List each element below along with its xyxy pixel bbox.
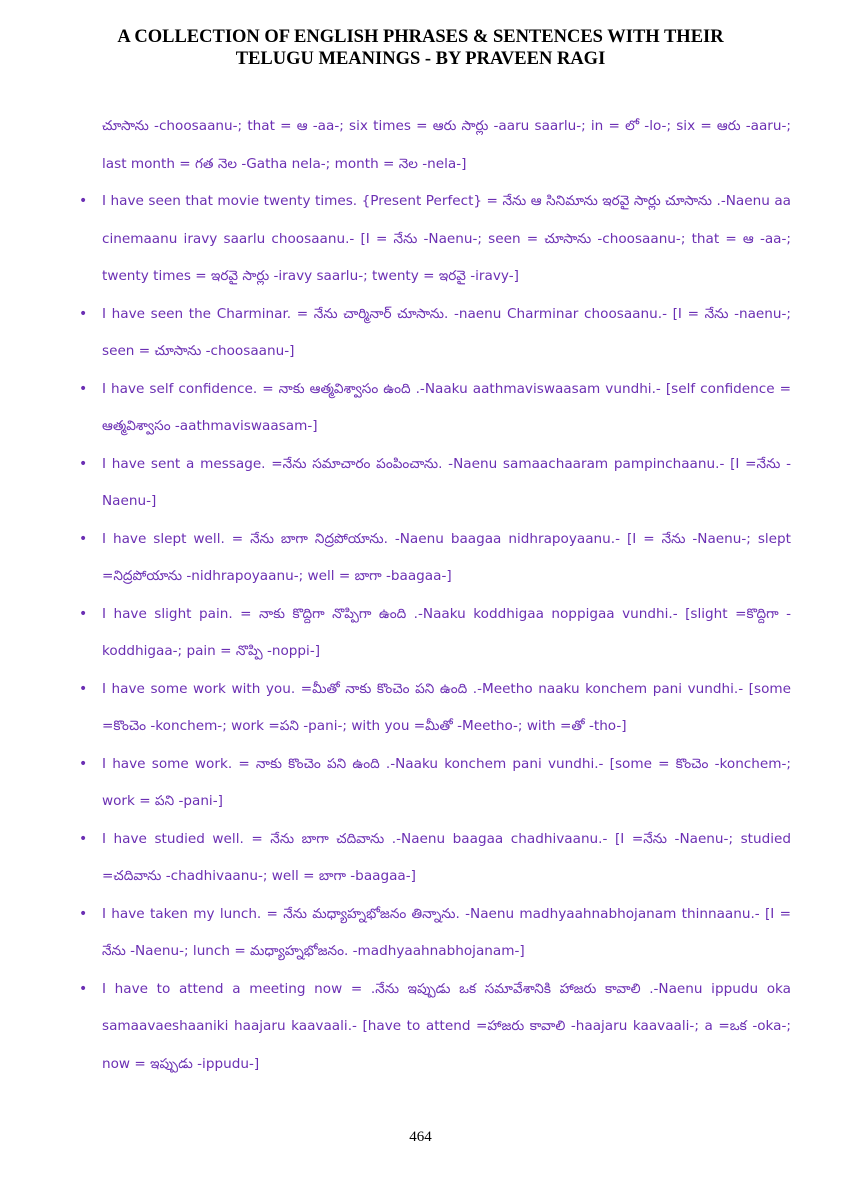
bullet-icon: •: [79, 455, 88, 472]
list-item: [76, 521, 791, 596]
bullet-icon: •: [79, 830, 88, 847]
list-item-text: I have to attend a meeting now = .నేను ఇప్పుడు ఒక సమావేశానికి హాజరు కావాలి .-Naenu ippudu oka samaavaeshaaniki haajaru kaavaali.- [have to attend =హాజరు కావాలి -haajaru kaavaali-; a =ఒక -oka-; now = ఇప్పుడు -ippudu-]: [102, 980, 791, 1072]
bullet-icon: •: [79, 755, 88, 772]
page-title-line-2: TELUGU MEANINGS - BY PRAVEEN RAGI: [235, 49, 606, 69]
list-item: [76, 971, 791, 1084]
list-item: [76, 596, 791, 671]
list-item-text: I have slept well. = నేను బాగా నిద్రపోయాను. -Naenu baagaa nidhrapoyaanu.- [I = నేను -Naenu-; slept =నిద్రపోయాను -nidhrapoyaanu-; well = బాగా -baagaa-]: [102, 530, 791, 584]
bullet-icon: •: [79, 680, 88, 697]
list-item-text: I have studied well. = నేను బాగా చదివాను .-Naenu baagaa chadhivaanu.- [I =నేను -Naenu-; studied =చదివాను -chadhivaanu-; well = బాగా -baagaa-]: [102, 830, 791, 884]
page-number: 464: [409, 1129, 432, 1145]
continuation-text: చూసాను -choosaanu-; that = ఆ -aa-; six times = ఆరు సార్లు -aaru saarlu-; in = లో -lo-; six = ఆరు -aaru-; last month = గత నెల -Gatha nela-; month = నెల -nela-]: [102, 118, 791, 172]
bullet-icon: •: [79, 193, 88, 209]
list-item: [76, 821, 791, 896]
list-item: [76, 746, 791, 821]
page-title-line-1: A COLLECTION OF ENGLISH PHRASES & SENTENCES WITH THEIR: [117, 27, 724, 47]
phrase-list: [76, 108, 791, 1083]
bullet-icon: •: [79, 380, 88, 397]
list-item-text: I have some work. = నాకు కొంచెం పని ఉంది .-Naaku konchem pani vundhi.- [some = కొంచెం -konchem-; work = పని -pani-]: [102, 755, 791, 809]
list-item-text: I have seen that movie twenty times. {Present Perfect} = నేను ఆ సినిమాను ఇరవై సార్లు చూసాను .-Naenu aa cinemaanu iravy saarlu choosaanu.- [I = నేను -Naenu-; seen = చూసాను -choosaanu-; that = ఆ -aa-; twenty times = ఇరవై సార్లు -iravy saarlu-; twenty = ఇరవై -iravy-]: [102, 193, 791, 284]
list-item-text: I have taken my lunch. = నేను మధ్యాహ్నభోజనం తిన్నాను. -Naenu madhyaahnabhojanam thinnaanu.- [I = నేను -Naenu-; lunch = మధ్యాహ్నభోజనం. -madhyaahnabhojanam-]: [102, 905, 791, 959]
list-item-text: I have some work with you. =మీతో నాకు కొంచెం పని ఉంది .-Meetho naaku konchem pani vundhi.- [some =కొంచెం -konchem-; work =పని -pani-; with you =మీతో -Meetho-; with =తో -tho-]: [102, 680, 791, 734]
list-item: [76, 896, 791, 971]
list-item: [76, 446, 791, 521]
list-item-text: I have self confidence. = నాకు ఆత్మవిశ్వాసం ఉంది .-Naaku aathmaviswaasam vundhi.- [self confidence = ఆత్మవిశ్వాసం -aathmaviswaasam-]: [102, 380, 791, 434]
list-item: [76, 371, 791, 446]
bullet-icon: •: [79, 305, 88, 322]
list-item: [76, 671, 791, 746]
list-item-text: I have sent a message. =నేను సమాచారం పంపించాను. -Naenu samaachaaram pampinchaanu.- [I =నేను -Naenu-]: [102, 455, 791, 509]
bullet-icon: •: [79, 905, 88, 922]
bullet-icon: •: [79, 605, 88, 622]
page-title: [0, 26, 841, 70]
list-item-text: I have seen the Charminar. = నేను చార్మినార్ చూసాను. -naenu Charminar choosaanu.- [I = నేను -naenu-; seen = చూసాను -choosaanu-]: [102, 305, 791, 359]
bullet-icon: •: [79, 980, 88, 997]
list-item-text: I have slight pain. = నాకు కొద్దిగా నొప్పిగా ఉంది .-Naaku koddhigaa noppigaa vundhi.- [slight =కొద్దిగా -koddhigaa-; pain = నొప్పి -noppi-]: [102, 605, 791, 659]
bullet-icon: •: [79, 530, 88, 547]
list-item: [76, 183, 791, 296]
entries-container: [76, 183, 791, 1083]
list-item: [76, 296, 791, 371]
